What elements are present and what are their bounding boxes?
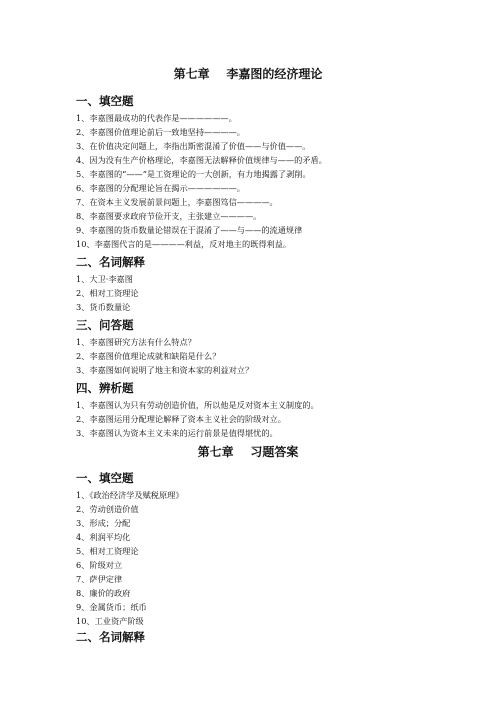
chapter-title: 第七章 李嘉图的经济理论 [173, 67, 323, 81]
answer-line: 10、工业资产阶级 [76, 616, 144, 626]
section-heading-qa: 三、问答题 [76, 318, 134, 332]
question-line: 10、李嘉图代言的是————利益，反对地主的既得利益。 [76, 239, 292, 249]
answer-line: 1、《政治经济学及赋税原理》 [76, 490, 184, 500]
answers-title: 第七章 习题答案 [197, 445, 299, 459]
answers-heading-fill-blank: 一、填空题 [76, 471, 134, 485]
question-line: 7、在资本主义发展前景问题上，李嘉图笃信————。 [76, 197, 278, 207]
section-heading-terms: 二、名词解释 [76, 255, 145, 269]
question-line: 2、李嘉图运用分配理论解释了资本主义社会的阶级对立。 [76, 414, 286, 424]
answer-line: 7、萨伊定律 [76, 574, 123, 584]
answer-line: 5、相对工资理论 [76, 546, 139, 556]
question-line: 3、货币数量论 [76, 302, 131, 312]
answer-line: 6、阶级对立 [76, 560, 123, 570]
question-line: 1、大卫·李嘉图 [76, 274, 133, 284]
answer-line: 4、利润平均化 [76, 532, 131, 542]
question-line: 5、李嘉图的“——”是工资理论的一大创新，有力地揭露了剥削。 [76, 169, 311, 179]
question-line: 1、李嘉图研究方法有什么特点？ [76, 337, 196, 347]
question-line: 3、李嘉图如何说明了地主和资本家的利益对立？ [76, 365, 254, 375]
section-heading-fill-blank: 一、填空题 [76, 94, 134, 108]
answer-line: 9、金属货币；纸币 [76, 602, 147, 612]
question-line: 9、李嘉图的货币数量论错误在于混淆了——与——的流通规律 [76, 225, 303, 235]
question-line: 2、李嘉图价值理论前后一致地坚持————。 [76, 127, 245, 137]
question-line: 2、李嘉图价值理论成就和缺陷是什么？ [76, 351, 221, 361]
question-line: 6、李嘉图的分配理论旨在揭示——————。 [76, 183, 245, 193]
question-line: 4、因为没有生产价格理论，李嘉图无法解释价值规律与——的矛盾。 [76, 155, 327, 165]
question-line: 8、李嘉图要求政府节俭开支，主张建立————。 [76, 211, 262, 221]
question-line: 1、李嘉图认为只有劳动创造价值，所以他是反对资本主义制度的。 [76, 400, 319, 410]
section-heading-analysis: 四、辨析题 [76, 381, 134, 395]
answer-line: 3、形成；分配 [76, 518, 131, 528]
answers-heading-terms: 二、名词解释 [76, 630, 145, 644]
question-line: 2、相对工资理论 [76, 288, 139, 298]
question-line: 1、李嘉图最成功的代表作是——————。 [76, 113, 237, 123]
question-line: 3、在价值决定问题上，李指出斯密混淆了价值——与价值——。 [76, 141, 311, 151]
question-line: 3、李嘉图认为资本主义未来的运行前景是值得堪忧的。 [76, 428, 278, 438]
answer-line: 2、劳动创造价值 [76, 504, 139, 514]
answer-line: 8、廉价的政府 [76, 588, 131, 598]
